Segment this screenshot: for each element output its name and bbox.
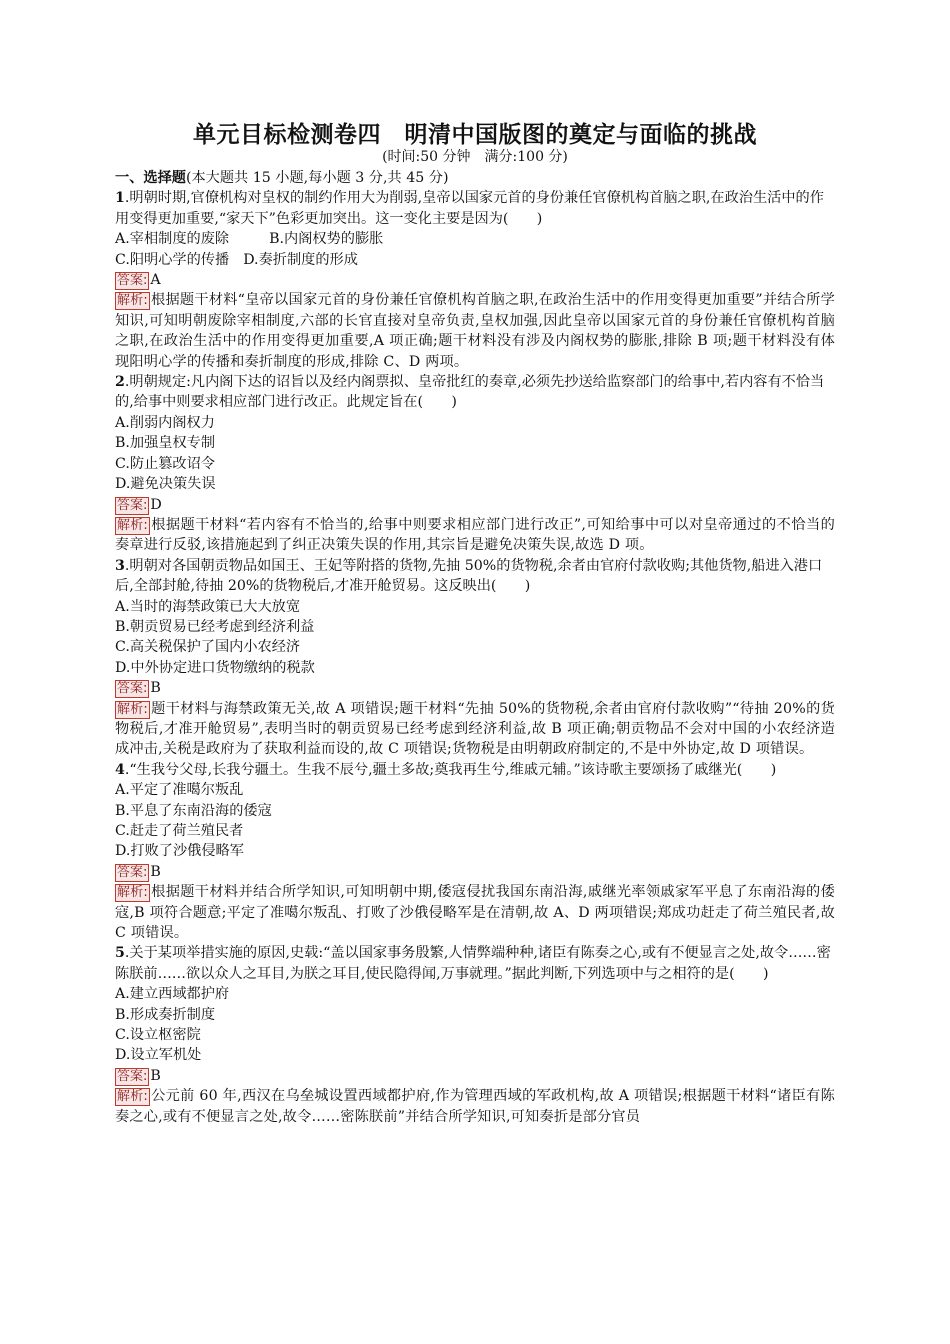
question-block: [115, 943, 835, 1127]
option: D.避免决策失误: [115, 476, 216, 493]
option-row: [115, 250, 835, 270]
option: A.宰相制度的废除: [115, 231, 230, 248]
answer-line: [115, 495, 835, 515]
page-title: 单元目标检测卷四 明清中国版图的奠定与面临的挑战: [193, 122, 757, 148]
question-stem: 3.明朝对各国朝贡物品如国王、王妃等附搭的货物,先抽 50%的货物税,余者由官府付款收购;其他货物,船进入港口后,全部封舱,待抽 20%的货物税后,才准开舱贸易。这反映出( ): [115, 557, 823, 595]
option: D.打败了沙俄侵略军: [115, 843, 244, 860]
section-heading: [115, 168, 835, 188]
answer-tag: 答案:: [117, 497, 148, 513]
option: C.设立枢密院: [115, 1027, 201, 1044]
option: C.赶走了荷兰殖民者: [115, 823, 244, 839]
explanation: 解析: 根据题干材料“皇帝以国家元首的身份兼任官僚机构首脑之职,在政治生活中的作用变得更加重要”并结合所学知识,可知明朝废除宰相制度,六部的长官直接对皇帝负责,皇权加强,因此皇帝以国家元首的身份兼任官僚机构首脑之职,在政治生活中的作用变得更加重要,A 项正确;题干材料没有涉及内阁权势的膨胀,排除 B 项;题干材料没有体现阳明心学的传播和奏折制度的形成,排除 C、D 两项。: [115, 292, 835, 370]
option-row: [115, 229, 835, 249]
answer-value: B: [150, 680, 161, 697]
answer-line: [115, 678, 835, 698]
answer-tag: 答案:: [117, 273, 148, 289]
question-block: [115, 372, 835, 556]
answer-tag: 答案:: [117, 681, 148, 697]
section-label: 一、选择题: [115, 170, 186, 186]
question-list: [115, 168, 835, 1127]
option: A.削弱内阁权力: [115, 414, 215, 431]
exam-time-score: (时间:50 分钟 满分:100 分): [382, 149, 568, 165]
explanation-tag: 解析:: [117, 701, 148, 717]
section-note: (本大题共 15 小题,每小题 3 分,共 45 分): [185, 170, 449, 186]
explanation: 解析: 根据题干材料并结合所学知识,可知明朝中期,倭寇侵扰我国东南沿海,戚继光率领戚家军平息了东南沿海的倭寇,B 项符合题意;平定了准噶尔叛乱、打败了沙俄侵略军是在清朝,故 A、D 两项错误;郑成功赶走了荷兰殖民者,故 C 项错误。: [115, 884, 835, 942]
explanation-tag: 解析:: [117, 1089, 148, 1105]
explanation-tag: 解析:: [117, 517, 148, 533]
answer-tag: 答案:: [117, 1068, 148, 1084]
option: D.设立军机处: [115, 1047, 202, 1064]
option: B.加强皇权专制: [115, 435, 216, 452]
option: A.平定了准噶尔叛乱: [115, 782, 244, 799]
answer-value: D: [150, 496, 162, 513]
answer-value: B: [150, 1067, 161, 1084]
question-block: [115, 556, 835, 760]
option: B.朝贡贸易已经考虑到经济利益: [115, 618, 315, 635]
option: B.内阁权势的膨胀: [269, 231, 384, 248]
answer-value: A: [150, 272, 161, 289]
explanation: 解析: 题干材料与海禁政策无关,故 A 项错误;题干材料“先抽 50%的货物税,余者由官府付款收购”“待抽 20%的货物税后,才准开舱贸易”,表明当时的朝贡贸易已经考虑到经济利益,故 B 项正确;朝贡物品不会对中国的小农经济造成冲击,关税是政府为了获取利益而设的,故 C 项错误;货物税是由明朝政府制定的,不是中外协定,故 D 项错误。: [115, 700, 835, 758]
question-stem: 1.明朝时期,官僚机构对皇权的制约作用大为削弱,皇帝以国家元首的身份兼任官僚机构首脑之职,在政治生活中的作用变得更加重要,“家天下”色彩更加突出。这一变化主要是因为( ): [115, 190, 824, 227]
option: C.防止篡改诏令: [115, 455, 215, 472]
answer-value: B: [150, 863, 161, 880]
answer-line: [115, 862, 835, 882]
question-block: [115, 188, 835, 372]
option: A.当时的海禁政策已大大放宽: [115, 598, 301, 615]
answer-tag: 答案:: [117, 864, 148, 880]
option: C.高关税保护了国内小农经济: [115, 639, 301, 656]
option: D.中外协定进口货物缴纳的税款: [115, 659, 315, 676]
question-stem: 5.关于某项举措实施的原因,史载:“盖以国家事务殷繁,人情弊端种种,诸臣有陈奏之心,或有不便显言之处,故令……密陈朕前……欲以众人之耳目,为朕之耳目,使民隐得闻,万事就理。”据此判断,下列选项中与之相符的是( ): [115, 945, 831, 982]
explanation: 解析: 公元前 60 年,西汉在乌垒城设置西域都护府,作为管理西域的军政机构,故 A 项错误;根据题干材料“诸臣有陈奏之心,或有不便显言之处,故令……密陈朕前”并结合所学知识,可知奏折是部分官员: [115, 1088, 835, 1125]
question-stem: 4.“生我兮父母,长我兮疆土。生我不辰兮,疆土多故;奠我再生兮,维戚元辅。”该诗歌主要颂扬了戚继光( ): [115, 761, 777, 778]
option: B.平息了东南沿海的倭寇: [115, 802, 272, 819]
option: A.建立西域都护府: [115, 986, 230, 1003]
option: B.形成奏折制度: [115, 1006, 216, 1023]
question-stem: 2.明朝规定:凡内阁下达的诏旨以及经内阁票拟、皇帝批红的奏章,必须先抄送给监察部门的给事中,若内容有不恰当的,给事中则要求相应部门进行改正。此规定旨在( ): [115, 374, 825, 411]
answer-line: [115, 270, 835, 290]
answer-line: [115, 1066, 835, 1086]
option: D.奏折制度的形成: [243, 251, 358, 268]
explanation-tag: 解析:: [117, 293, 148, 309]
explanation: 解析: 根据题干材料“若内容有不恰当的,给事中则要求相应部门进行改正”,可知给事中可以对皇帝通过的不恰当的奏章进行反驳,该措施起到了纠正决策失误的作用,其宗旨是避免决策失误,故选 D 项。: [115, 516, 835, 554]
option: C.阳明心学的传播: [115, 251, 230, 268]
explanation-tag: 解析:: [117, 885, 148, 901]
question-block: [115, 760, 835, 944]
